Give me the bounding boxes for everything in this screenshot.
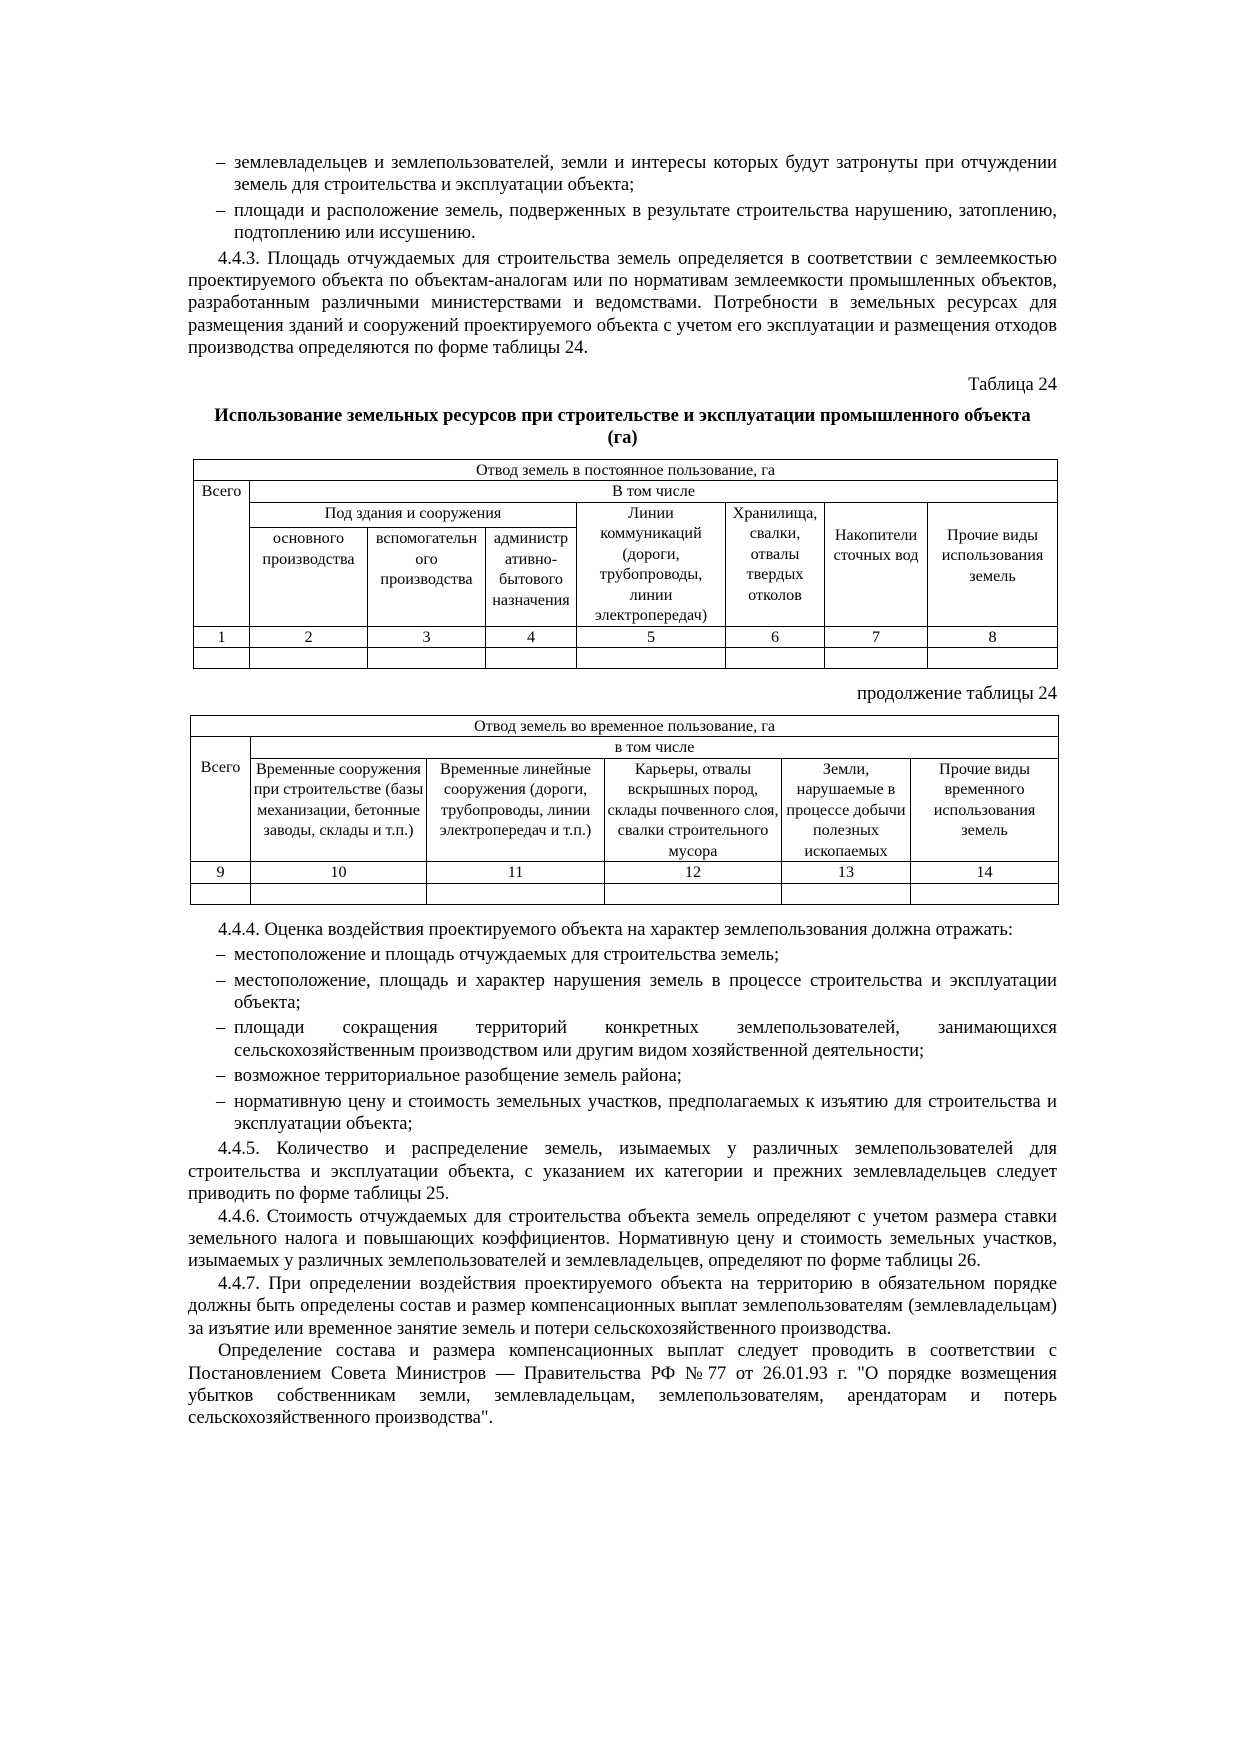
list-item-text: нормативную цену и стоимость земельных участков, предполагаемых к изъятию для строительства и эксплуатации объекта; (234, 1090, 1057, 1135)
table-24-permanent (193, 459, 1058, 670)
table-row-empty (194, 648, 1058, 669)
paragraph-4-4-6: 4.4.6. Стоимость отчуждаемых для строительства объекта земель определяют с учетом размера ставки земельного налога и повышающих коэффициентов. Нормативную цену и стоимость земельных участков, изымаемых у различных землепользователей и землевладельцев, определяют по форме таблицы 26. (188, 1205, 1057, 1272)
table-cell (928, 648, 1058, 669)
table-title: Использование земельных ресурсов при строительстве и эксплуатации промышленного объекта (га) (214, 405, 1031, 449)
column-number: 2 (250, 626, 368, 648)
list-item (188, 944, 1057, 966)
document-page (188, 152, 1057, 1430)
paragraph-compensation: Определение состава и размера компенсационных выплат следует проводить в соответствии с Постановлением Совета Министров — Правительства РФ №77 от 26.01.93 г. "О порядке возмещения убытков собственникам земли, землевладельцам, землепользователям, арендаторам и потерь сельскохозяйственного производства". (188, 1340, 1057, 1429)
header-sewage: Накопители сточных вод (825, 502, 928, 626)
header-storage: Хранилища, свалки, отвалы твердых отколов (726, 502, 825, 626)
table-24-temporary (190, 715, 1059, 905)
header-temp-linear: Временные линейные сооружения (дороги, трубопроводы, линии электропередач и т.п.) (427, 758, 605, 862)
column-number: 14 (911, 862, 1059, 884)
list-item-text: площади и расположение земель, подверженных в результате строительства нарушению, затоплению, подтоплению или иссушению. (234, 199, 1057, 244)
table-cell (486, 648, 577, 669)
list-item (188, 1017, 1057, 1062)
bullet-dash: – (216, 199, 226, 221)
table-row-empty (191, 883, 1059, 904)
table-cell (368, 648, 486, 669)
paragraph-4-4-5: 4.4.5. Количество и распределение земель, изымаемых у различных землепользователей для строительства и эксплуатации объекта, с указанием их категории и прежних землевладельцев следует приводить по форме таблицы 25. (188, 1138, 1057, 1205)
list-item (188, 1065, 1057, 1087)
column-number: 6 (726, 626, 825, 648)
bullet-dash: – (216, 944, 226, 966)
header-total: Всего (194, 481, 250, 627)
paragraph-4-4-7: 4.4.7. При определении воздействия проектируемого объекта на территорию в обязательном порядке должны быть определены состав и размер компенсационных выплат землепользователям (землевладельцам) за изъятие или временное занятие земель и потери сельскохозяйственного производства. (188, 1272, 1057, 1339)
table-cell (782, 883, 911, 904)
table-cell (911, 883, 1059, 904)
table-cell (251, 883, 427, 904)
paragraph-4-4-3: 4.4.3. Площадь отчуждаемых для строительства земель определяется в соответствии с землеемкостью проектируемого объекта по объектам-аналогам или по нормативам землеемкости промышленных объектов, разработанным различными министерствами и ведомствами. Потребности в земельных ресурсах для размещения зданий и сооружений проектируемого объекта с учетом его эксплуатации и размещения отходов производства определяются по форме таблицы 24. (188, 247, 1057, 359)
table-cell (250, 648, 368, 669)
table-cell (427, 883, 605, 904)
column-number: 8 (928, 626, 1058, 648)
header-mining: Земли, нарушаемые в процессе добычи полезных ископаемых (782, 758, 911, 862)
bullet-dash: – (216, 969, 226, 991)
table-cell (605, 883, 782, 904)
table-row (194, 626, 1058, 648)
header-lines: Линии коммуникаций (дороги, трубопроводы, линии электропередач) (577, 502, 726, 626)
table-row (191, 862, 1059, 884)
table-cell (194, 648, 250, 669)
paragraph-4-4-4: 4.4.4. Оценка воздействия проектируемого объекта на характер землепользования должна отражать: (218, 918, 1013, 940)
bullet-dash: – (216, 152, 226, 173)
table-cell (825, 648, 928, 669)
header-other-temp: Прочие виды временного использования земель (911, 758, 1059, 862)
bullet-dash: – (216, 1090, 226, 1112)
list-item-text: землевладельцев и землепользователей, земли и интересы которых будут затронуты при отчуждении земель для строительства и эксплуатации объекта; (234, 152, 1057, 196)
header-buildings-group: Под здания и сооружения (250, 502, 577, 528)
list-item-text: местоположение, площадь и характер нарушения земель в процессе строительства и эксплуатации объекта; (234, 969, 1057, 1013)
column-number: 4 (486, 626, 577, 648)
column-number: 13 (782, 862, 911, 884)
header-including: в том числе (251, 737, 1059, 759)
column-number: 7 (825, 626, 928, 648)
header-other-use: Прочие виды использования земель (928, 502, 1058, 626)
list-item (188, 200, 1057, 245)
list-item (188, 152, 1057, 197)
header-temporary-allocation: Отвод земель во временное пользование, га (191, 715, 1059, 737)
list-item-text: местоположение и площадь отчуждаемых для строительства земель; (234, 944, 780, 966)
column-number: 9 (191, 862, 251, 884)
table-continuation-caption: продолжение таблицы 24 (857, 683, 1057, 705)
header-temp-buildings: Временные сооружения при строительстве (базы механизации, бетонные заводы, склады и т.п.) (251, 758, 427, 862)
column-number: 12 (605, 862, 782, 884)
list-item-text: возможное территориальное разобщение земель района; (234, 1065, 682, 1087)
table-cell (191, 883, 251, 904)
list-item-text: площади сокращения территорий конкретных землепользователей, занимающихся сельскохозяйственным производством или другим видом хозяйственной деятельности; (234, 1017, 1057, 1061)
bullet-dash: – (216, 1017, 226, 1039)
column-number: 1 (194, 626, 250, 648)
column-number: 10 (251, 862, 427, 884)
list-item (188, 1091, 1057, 1136)
header-admin: администр ативно- бытового назначения (486, 528, 577, 627)
column-number: 11 (427, 862, 605, 884)
header-quarries: Карьеры, отвалы вскрышных пород, склады почвенного слоя, свалки строительного мусора (605, 758, 782, 862)
table-cell (577, 648, 726, 669)
column-number: 3 (368, 626, 486, 648)
list-item (188, 970, 1057, 1015)
header-including: В том числе (250, 481, 1058, 503)
table-cell (726, 648, 825, 669)
column-number: 5 (577, 626, 726, 648)
table-caption: Таблица 24 (968, 373, 1057, 395)
header-aux-production: вспомогательн ого производства (368, 528, 486, 627)
header-total: Всего (191, 737, 251, 862)
header-main-production: основного производства (250, 528, 368, 627)
bullet-dash: – (216, 1065, 226, 1087)
header-permanent-allocation: Отвод земель в постоянное пользование, га (194, 459, 1058, 481)
